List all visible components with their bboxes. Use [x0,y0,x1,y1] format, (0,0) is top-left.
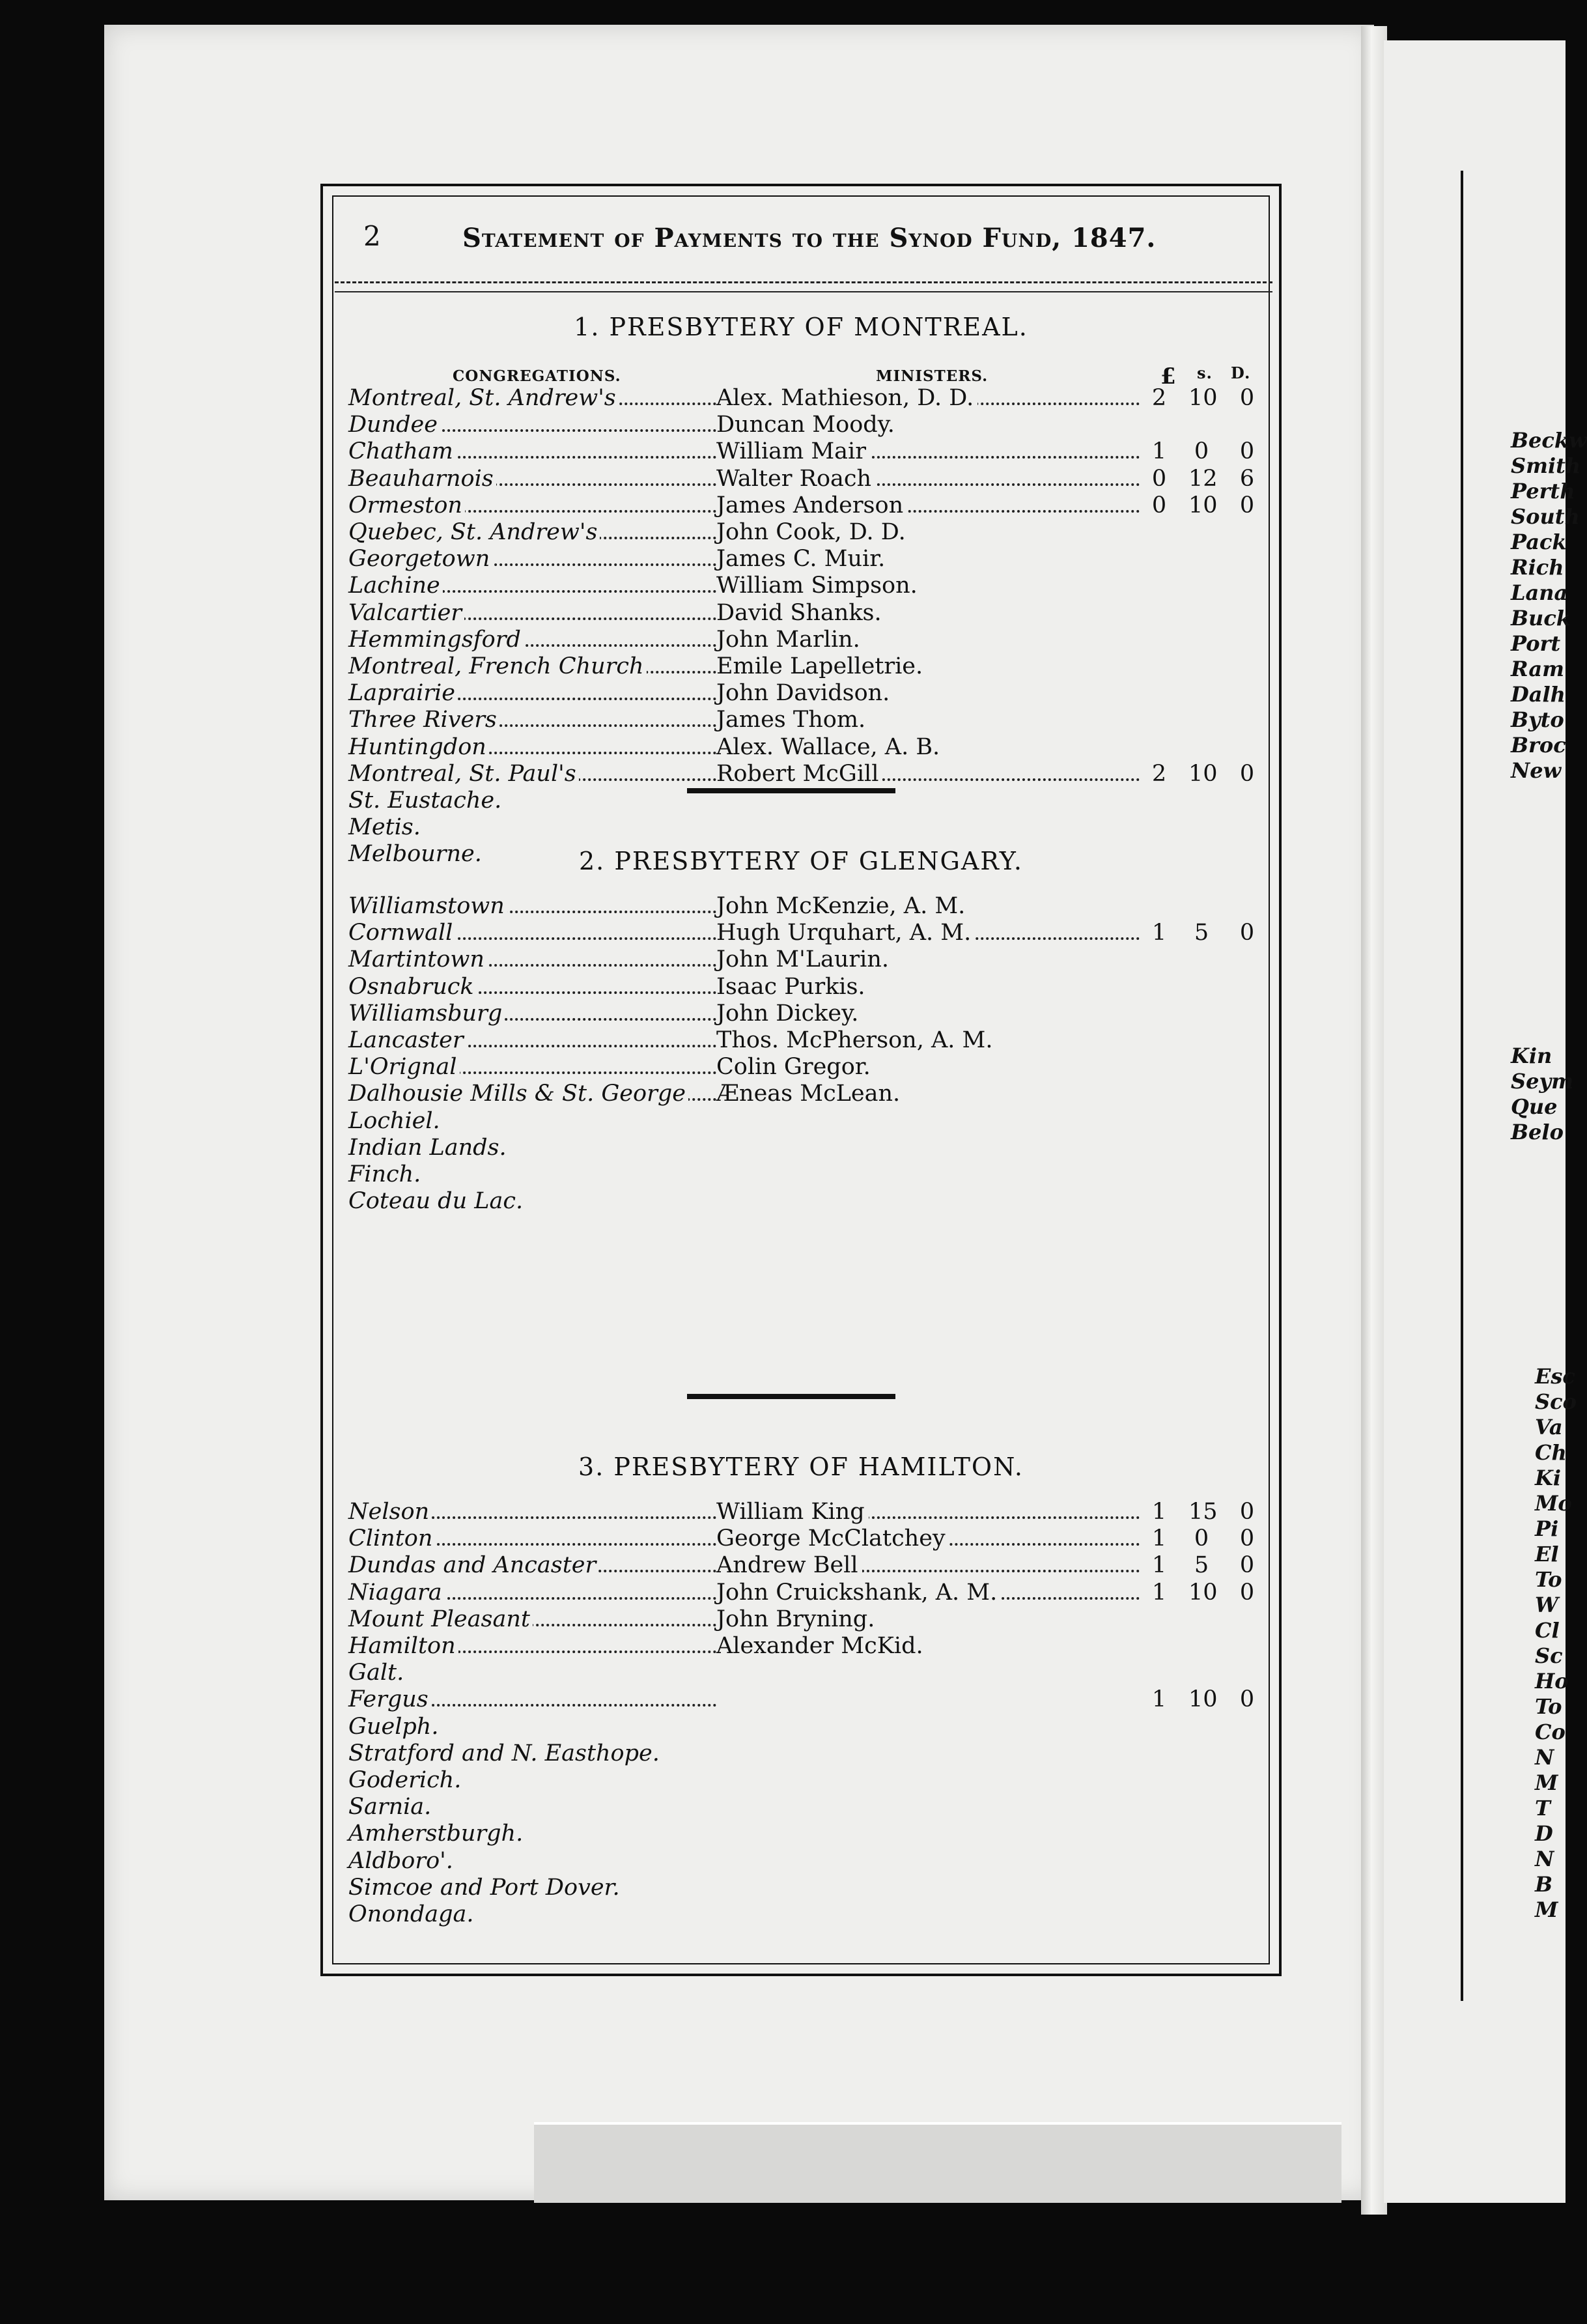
minister-name: Isaac Purkis. [716,974,869,1000]
table-row [348,1498,1255,1525]
congregation-cell [348,1134,716,1161]
congregation-cell [348,892,716,920]
table-row [348,545,1247,573]
table-row [348,465,1255,492]
congregation-cell [348,1820,716,1847]
minister-name: John Cook, D. D. [716,519,910,545]
amount-pounds: 0 [1151,492,1167,518]
congregation-cell [348,1053,716,1081]
section-divider [687,788,895,793]
minister-name: George McClatchey [716,1525,949,1552]
table-row [348,1874,1247,1901]
table-row [348,892,1247,920]
congregation-name: Stratford and N. Easthope. [348,1740,662,1766]
table-row [348,973,1247,1000]
facing-page-text: Pack [1511,530,1567,554]
congregation-name: Aldboro'. [348,1848,456,1874]
facing-page-text: Belo [1511,1120,1564,1144]
congregation-cell [348,919,716,946]
amount-pence: 6 [1239,466,1255,492]
table-row [348,1847,1247,1875]
facing-page [1384,40,1587,2203]
amount-pounds: 1 [1151,1499,1167,1525]
facing-page-text: Mo [1535,1491,1572,1516]
congregation-cell [348,1740,716,1767]
section-divider [687,1394,895,1399]
column-header-shillings: s. [1197,363,1213,382]
minister-cell [716,438,1140,465]
page-number: 2 [363,220,381,252]
minister-cell [716,572,1140,599]
table-row [348,518,1247,546]
amount-pence: 0 [1239,492,1255,518]
congregation-cell [348,1874,716,1901]
congregation-cell [348,1187,716,1215]
table-row [348,814,1247,841]
congregation-name: Galt. [348,1660,406,1686]
minister-name: Emile Lapelletrie. [716,653,927,679]
amount-pounds: 1 [1151,1686,1167,1712]
amount-pence: 0 [1239,438,1255,464]
facing-page-text: Sc [1535,1643,1563,1668]
amount-pounds: 2 [1151,385,1167,411]
congregation-name: Sarnia. [348,1794,434,1820]
congregation-name: Quebec, St. Andrew's [348,519,600,545]
congregation-name: Three Rivers [348,707,499,733]
congregation-cell [348,1080,716,1107]
congregation-name: St. Eustache. [348,787,504,814]
minister-cell [716,919,1140,946]
facing-page-border [1461,171,1463,2001]
facing-page-text: M [1535,1770,1558,1795]
minister-cell [716,1606,1140,1633]
table-row [348,1632,1247,1660]
amount-pounds: 1 [1151,438,1167,464]
table-row [348,679,1247,707]
congregation-name: Martintown [348,946,487,972]
amount-pounds: 1 [1151,920,1167,946]
congregation-cell [348,1161,716,1188]
facing-page-text: Smith [1511,453,1581,478]
congregation-name: Coteau du Lac. [348,1188,526,1214]
congregation-cell [348,465,716,492]
facing-page-text: Port [1511,631,1561,656]
amount-pence: 0 [1239,385,1255,411]
minister-cell [716,892,1140,920]
amount-pounds: 1 [1151,1552,1167,1578]
facing-page-text: Que [1511,1094,1558,1119]
minister-cell [716,1053,1140,1081]
congregation-name: Huntingdon [348,734,489,760]
table-row [348,1107,1247,1135]
amount-pence: 0 [1239,1525,1255,1552]
page-header [363,220,1270,259]
amount-shillings: 10 [1188,1686,1218,1712]
section-title: 1. PRESBYTERY OF MONTREAL. [574,313,1028,341]
table-row [348,1053,1247,1081]
congregation-cell [348,1632,716,1660]
congregation-cell [348,973,716,1000]
table-row [348,1686,1255,1713]
amount-pence: 0 [1239,1686,1255,1712]
table-row [348,1713,1247,1740]
column-header-ministers: MINISTERS. [876,367,989,385]
facing-page-text: Ki [1535,1466,1561,1490]
congregation-cell [348,1686,716,1713]
table-row [348,1080,1247,1107]
minister-name: Alex. Wallace, A. B. [716,734,944,760]
table-row [348,572,1247,599]
table-row [348,1579,1255,1606]
amount-pounds: 1 [1151,1525,1167,1552]
congregation-cell [348,1107,716,1135]
congregation-cell [348,1525,716,1552]
table-row [348,1000,1247,1027]
facing-page-text: Kin [1511,1043,1552,1068]
minister-name: John McKenzie, A. M. [716,893,969,919]
table-row [348,1659,1247,1686]
minister-cell [716,1080,1140,1107]
table-row [348,1134,1247,1161]
congregation-cell [348,626,716,653]
minister-cell [716,518,1140,546]
facing-page-text: Ho [1535,1669,1569,1693]
congregation-cell [348,760,716,787]
minister-cell [716,946,1140,973]
amount-pence: 0 [1239,761,1255,787]
minister-cell [716,706,1140,733]
table-row [348,1901,1247,1928]
amount-shillings: 10 [1188,761,1218,787]
congregation-cell [348,1000,716,1027]
minister-name: John M'Laurin. [716,946,893,972]
amount-shillings: 10 [1188,385,1218,411]
facing-page-text: Co [1535,1720,1566,1744]
amount-shillings: 5 [1194,1552,1209,1578]
congregation-cell [348,946,716,973]
minister-cell [716,411,1140,438]
table-row [348,653,1247,680]
congregation-name: Osnabruck [348,974,477,1000]
table-row [348,1766,1247,1794]
minister-name: John Cruickshank, A. M. [716,1580,1001,1606]
facing-page-text: N [1535,1745,1554,1770]
minister-cell [716,1632,1140,1660]
amount-shillings: 10 [1188,1580,1218,1606]
congregation-name: Dalhousie Mills & St. George [348,1081,688,1107]
minister-cell [716,733,1140,761]
minister-cell [716,1027,1140,1054]
congregation-name: Beauharnois [348,466,496,492]
facing-page-text: Sco [1535,1389,1577,1414]
column-header-pence: D. [1231,363,1251,382]
minister-name: Robert McGill [716,761,882,787]
table-row [348,492,1255,519]
table-row [348,1525,1255,1552]
congregation-name: Clinton [348,1525,435,1552]
congregation-name: Valcartier [348,600,464,626]
facing-page-text: Buck [1511,606,1571,631]
facing-page-text: To [1535,1694,1562,1719]
amount-pounds: 0 [1151,466,1167,492]
table-row [348,706,1247,733]
minister-cell [716,760,1140,787]
congregation-cell [348,1713,716,1740]
facing-page-text: Perth [1511,479,1575,503]
facing-page-text: T [1535,1796,1551,1821]
congregation-name: Indian Lands. [348,1135,509,1161]
congregation-cell [348,438,716,465]
book-gutter [1361,26,1387,2215]
congregation-cell [348,1901,716,1928]
minister-name: Walter Roach [716,466,875,492]
congregation-cell [348,1766,716,1794]
congregation-cell [348,1793,716,1821]
amount-pounds: 1 [1151,1580,1167,1606]
amount-pence: 0 [1239,920,1255,946]
table-row [348,1552,1255,1579]
congregation-cell [348,599,716,627]
minister-cell [716,545,1140,573]
congregation-name: Hemmingsford [348,627,524,653]
minister-name: Andrew Bell [716,1552,862,1578]
amount-pence: 0 [1239,1580,1255,1606]
congregation-cell [348,733,716,761]
amount-pounds: 2 [1151,761,1167,787]
minister-name: James Anderson [716,492,907,518]
congregation-name: Hamilton [348,1633,458,1659]
congregation-name: Niagara [348,1580,445,1606]
congregation-name: Melbourne. [348,841,485,867]
table-row [348,1161,1247,1188]
minister-name: David Shanks. [716,600,886,626]
table-row [348,1187,1247,1215]
congregation-name: Fergus [348,1686,431,1712]
congregation-name: Metis. [348,814,423,840]
minister-cell [716,679,1140,707]
congregation-name: Montreal, French Church [348,653,647,679]
congregation-name: L'Orignal [348,1054,460,1080]
minister-name: Alex. Mathieson, D. D. [716,385,977,411]
congregation-name: Guelph. [348,1714,441,1740]
facing-page-text: South [1511,504,1580,529]
facing-page-text: Dalh [1511,682,1566,707]
minister-cell [716,1000,1140,1027]
amount-shillings: 0 [1194,1525,1209,1552]
congregation-name: Finch. [348,1161,423,1187]
header-rule [335,281,1272,292]
congregation-name: Dundee [348,412,440,438]
minister-name: William King [716,1499,869,1525]
congregation-cell [348,814,716,841]
table-row [348,733,1247,761]
congregation-name: Williamsburg [348,1000,505,1027]
congregation-cell [348,384,716,412]
facing-page-fragments [1384,40,1587,2190]
minister-name: Æneas McLean. [716,1081,904,1107]
minister-cell [716,1525,1140,1552]
table-row [348,599,1247,627]
congregation-cell [348,653,716,680]
table-row [348,1027,1247,1054]
minister-name: William Simpson. [716,573,921,599]
minister-name: James C. Muir. [716,546,889,572]
table-row [348,1606,1247,1633]
congregation-cell [348,1847,716,1875]
congregation-cell [348,545,716,573]
minister-name: Duncan Moody. [716,412,899,438]
table-row [348,919,1255,946]
congregation-name: Goderich. [348,1767,464,1793]
congregation-cell [348,787,716,814]
congregation-cell [348,1027,716,1054]
facing-page-text: Esc [1535,1364,1575,1389]
congregation-cell [348,679,716,707]
minister-name: John Marlin. [716,627,864,653]
minister-name: Thos. McPherson, A. M. [716,1027,996,1053]
facing-page-text: Lana [1511,580,1568,605]
congregation-name: Montreal, St. Andrew's [348,385,619,411]
minister-cell [716,384,1140,412]
minister-name: Colin Gregor. [716,1054,875,1080]
congregation-cell [348,706,716,733]
facing-page-text: To [1535,1567,1562,1592]
congregation-cell [348,1659,716,1686]
amount-shillings: 15 [1188,1499,1218,1525]
column-header-pounds: £ [1160,363,1177,390]
table-row [348,384,1255,412]
facing-page-text: W [1535,1593,1558,1617]
minister-name: Alexander McKid. [716,1633,927,1659]
table-row [348,946,1247,973]
amount-shillings: 10 [1188,492,1218,518]
congregation-name: Amherstburgh. [348,1821,526,1847]
running-head: Statement of Payments to the Synod Fund, 1847. [462,223,1157,253]
congregation-name: Lochiel. [348,1108,443,1134]
minister-cell [716,1579,1140,1606]
table-row [348,1740,1247,1767]
table-row [348,626,1247,653]
facing-page-text: Cl [1535,1618,1560,1643]
table-row [348,438,1255,465]
congregation-name: Mount Pleasant [348,1606,533,1632]
congregation-cell [348,572,716,599]
facing-page-text: Ch [1535,1440,1567,1465]
facing-page-text: B [1535,1872,1553,1897]
minister-name: John Davidson. [716,680,893,706]
page-bottom-edge [534,2122,1341,2203]
congregation-name: Georgetown [348,546,492,572]
table-row [348,1820,1247,1847]
facing-page-text: New [1511,758,1562,783]
column-header-congregations: CONGREGATIONS. [453,367,621,385]
amount-pence: 0 [1239,1552,1255,1578]
congregation-cell [348,1606,716,1633]
facing-page-text: Beckw [1511,428,1587,453]
facing-page-text: Broc [1511,733,1566,758]
congregation-cell [348,1552,716,1579]
congregation-cell [348,1498,716,1525]
congregation-name: Chatham [348,438,456,464]
minister-cell [716,626,1140,653]
table-row [348,760,1255,787]
facing-page-text: D [1535,1821,1553,1846]
minister-cell [716,465,1140,492]
congregation-name: Onondaga. [348,1901,477,1927]
congregation-cell [348,492,716,519]
minister-cell [716,599,1140,627]
congregation-name: Simcoe and Port Dover. [348,1875,623,1901]
congregation-name: Lancaster [348,1027,466,1053]
minister-cell [716,653,1140,680]
facing-page-text: Byto [1511,707,1564,732]
amount-pence: 0 [1239,1499,1255,1525]
minister-name: Hugh Urquhart, A. M. [716,920,975,946]
facing-page-text: Ram [1511,657,1564,681]
congregation-name: Dundas and Ancaster [348,1552,598,1578]
congregation-name: Cornwall [348,920,455,946]
minister-name: James Thom. [716,707,869,733]
section-title: 3. PRESBYTERY OF HAMILTON. [578,1452,1024,1481]
congregation-name: Nelson [348,1499,432,1525]
facing-page-text: Pi [1535,1516,1559,1541]
facing-page-text: N [1535,1847,1554,1871]
minister-cell [716,973,1140,1000]
congregation-cell [348,1579,716,1606]
congregation-cell [348,518,716,546]
congregation-name: Laprairie [348,680,458,706]
section-title: 2. PRESBYTERY OF GLENGARY. [578,847,1023,875]
minister-cell [716,1498,1140,1525]
amount-shillings: 12 [1188,466,1218,492]
congregation-name: Williamstown [348,893,507,919]
minister-cell [716,492,1140,519]
minister-name: John Bryning. [716,1606,878,1632]
facing-page-text: Rich [1511,555,1564,580]
congregation-name: Ormeston [348,492,465,518]
table-row [348,411,1247,438]
minister-cell [716,1552,1140,1579]
facing-page-text: Seym [1511,1069,1573,1094]
congregation-name: Montreal, St. Paul's [348,761,579,787]
facing-page-text: El [1535,1542,1559,1566]
minister-name: William Mair [716,438,870,464]
amount-shillings: 5 [1194,920,1209,946]
congregation-name: Lachine [348,573,443,599]
table-row [348,1793,1247,1821]
facing-page-text: M [1535,1897,1558,1922]
minister-name: John Dickey. [716,1000,862,1027]
facing-page-text: Va [1535,1415,1563,1439]
congregation-cell [348,411,716,438]
amount-shillings: 0 [1194,438,1209,464]
